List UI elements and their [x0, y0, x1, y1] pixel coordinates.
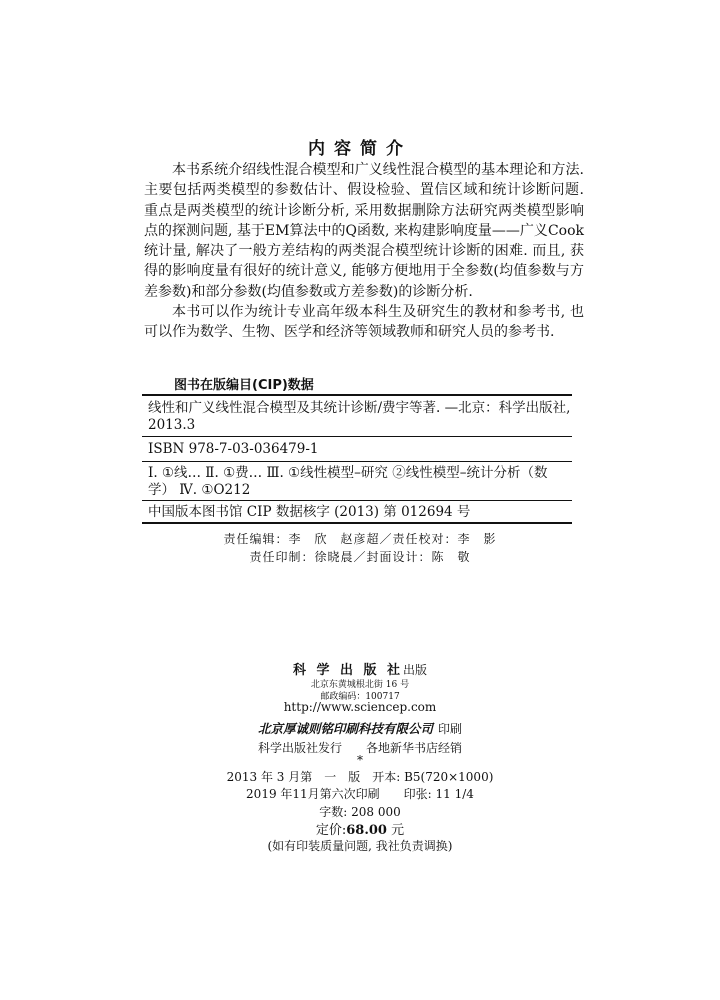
separator-star: * [357, 753, 363, 767]
distribution-line: 科学出版社发行 各地新华书店经销 [257, 741, 462, 755]
publisher-line [0, 659, 720, 678]
publisher-url[interactable]: http://www.sciencep.com [283, 700, 437, 714]
price-value: 68.00 [346, 823, 387, 838]
cip-isbn: ISBN 978-7-03-036479-1 [148, 441, 319, 457]
publisher-name: 科 学 出 版 社 [292, 663, 404, 678]
cip-divider [142, 461, 572, 462]
cip-bottom-rule [142, 522, 572, 524]
intro-paragraph: 本书系统介绍线性混合模型和广义线性混合模型的基本理论和方法. 主要包括两类模型的参数估计、假设检验、置信区域和统计诊断问题. 重点是两类模型的统计诊断分析, 采用数据删除方法研究两类模型影响点的探测问题, 基于EM算法中的Q函数, 来构建影响度量——广义Cook统计量, 解决了一般方差结构的两类混合模型统计诊断的困难. 而且, 获得的影响度量有很好的统计意义, 能够方便地用于全参数(均值参数与方差参数)和部分参数(均值参数或方差参数)的诊断分析. [144, 162, 584, 300]
quality-note: (如有印装质量问题, 我社负责调换) [267, 839, 453, 853]
publisher-suffix: 出版 [403, 663, 428, 677]
price-line [0, 819, 720, 838]
word-count: 字数: 208 000 [319, 805, 401, 819]
publisher-postcode: 邮政编码：100717 [320, 692, 400, 702]
cip-classification: Ⅰ. ①线… Ⅱ. ①费… Ⅲ. ①线性模型–研究 ②线性模型–统计分析（数学） Ⅳ. ①O212 [148, 465, 548, 498]
printer-suffix: 印刷 [438, 722, 463, 736]
publisher-address: 北京东黄城根北街 16 号 [310, 680, 410, 690]
price-label: 定价: [315, 823, 347, 838]
cip-divider [142, 436, 572, 437]
intro-title: 内容简介 [308, 139, 412, 159]
cip-top-rule [142, 394, 572, 396]
printing-line: 2019 年11月第六次印刷 印张: 11 1/4 [246, 787, 474, 801]
cip-entry: 线性和广义线性混合模型及其统计诊断/费宇等著. —北京：科学出版社, 2013.3 [148, 400, 571, 433]
printer-line [0, 718, 720, 737]
intro-paragraph: 本书可以作为统计专业高年级本科生及研究生的教材和参考书, 也可以作为数学、生物、医学和经济等领域教师和研究人员的参考书. [144, 304, 584, 341]
credits-line: 责任印制：徐晓晨／封面设计：陈 敬 [249, 550, 471, 564]
credits-line: 责任编辑：李 欣 赵彦超／责任校对：李 影 [223, 532, 497, 546]
cip-number: 中国版本图书馆 CIP 数据核字 (2013) 第 012694 号 [148, 504, 471, 520]
printer-name: 北京厚诚则铭印刷科技有限公司 [257, 721, 433, 736]
cip-title: 图书在版编目(CIP)数据 [174, 378, 314, 393]
edition-line: 2013 年 3 月第 一 版 开本: B5(720×1000) [226, 770, 494, 784]
cip-divider [142, 500, 572, 501]
price-unit: 元 [391, 823, 405, 838]
intro-body [144, 160, 584, 343]
